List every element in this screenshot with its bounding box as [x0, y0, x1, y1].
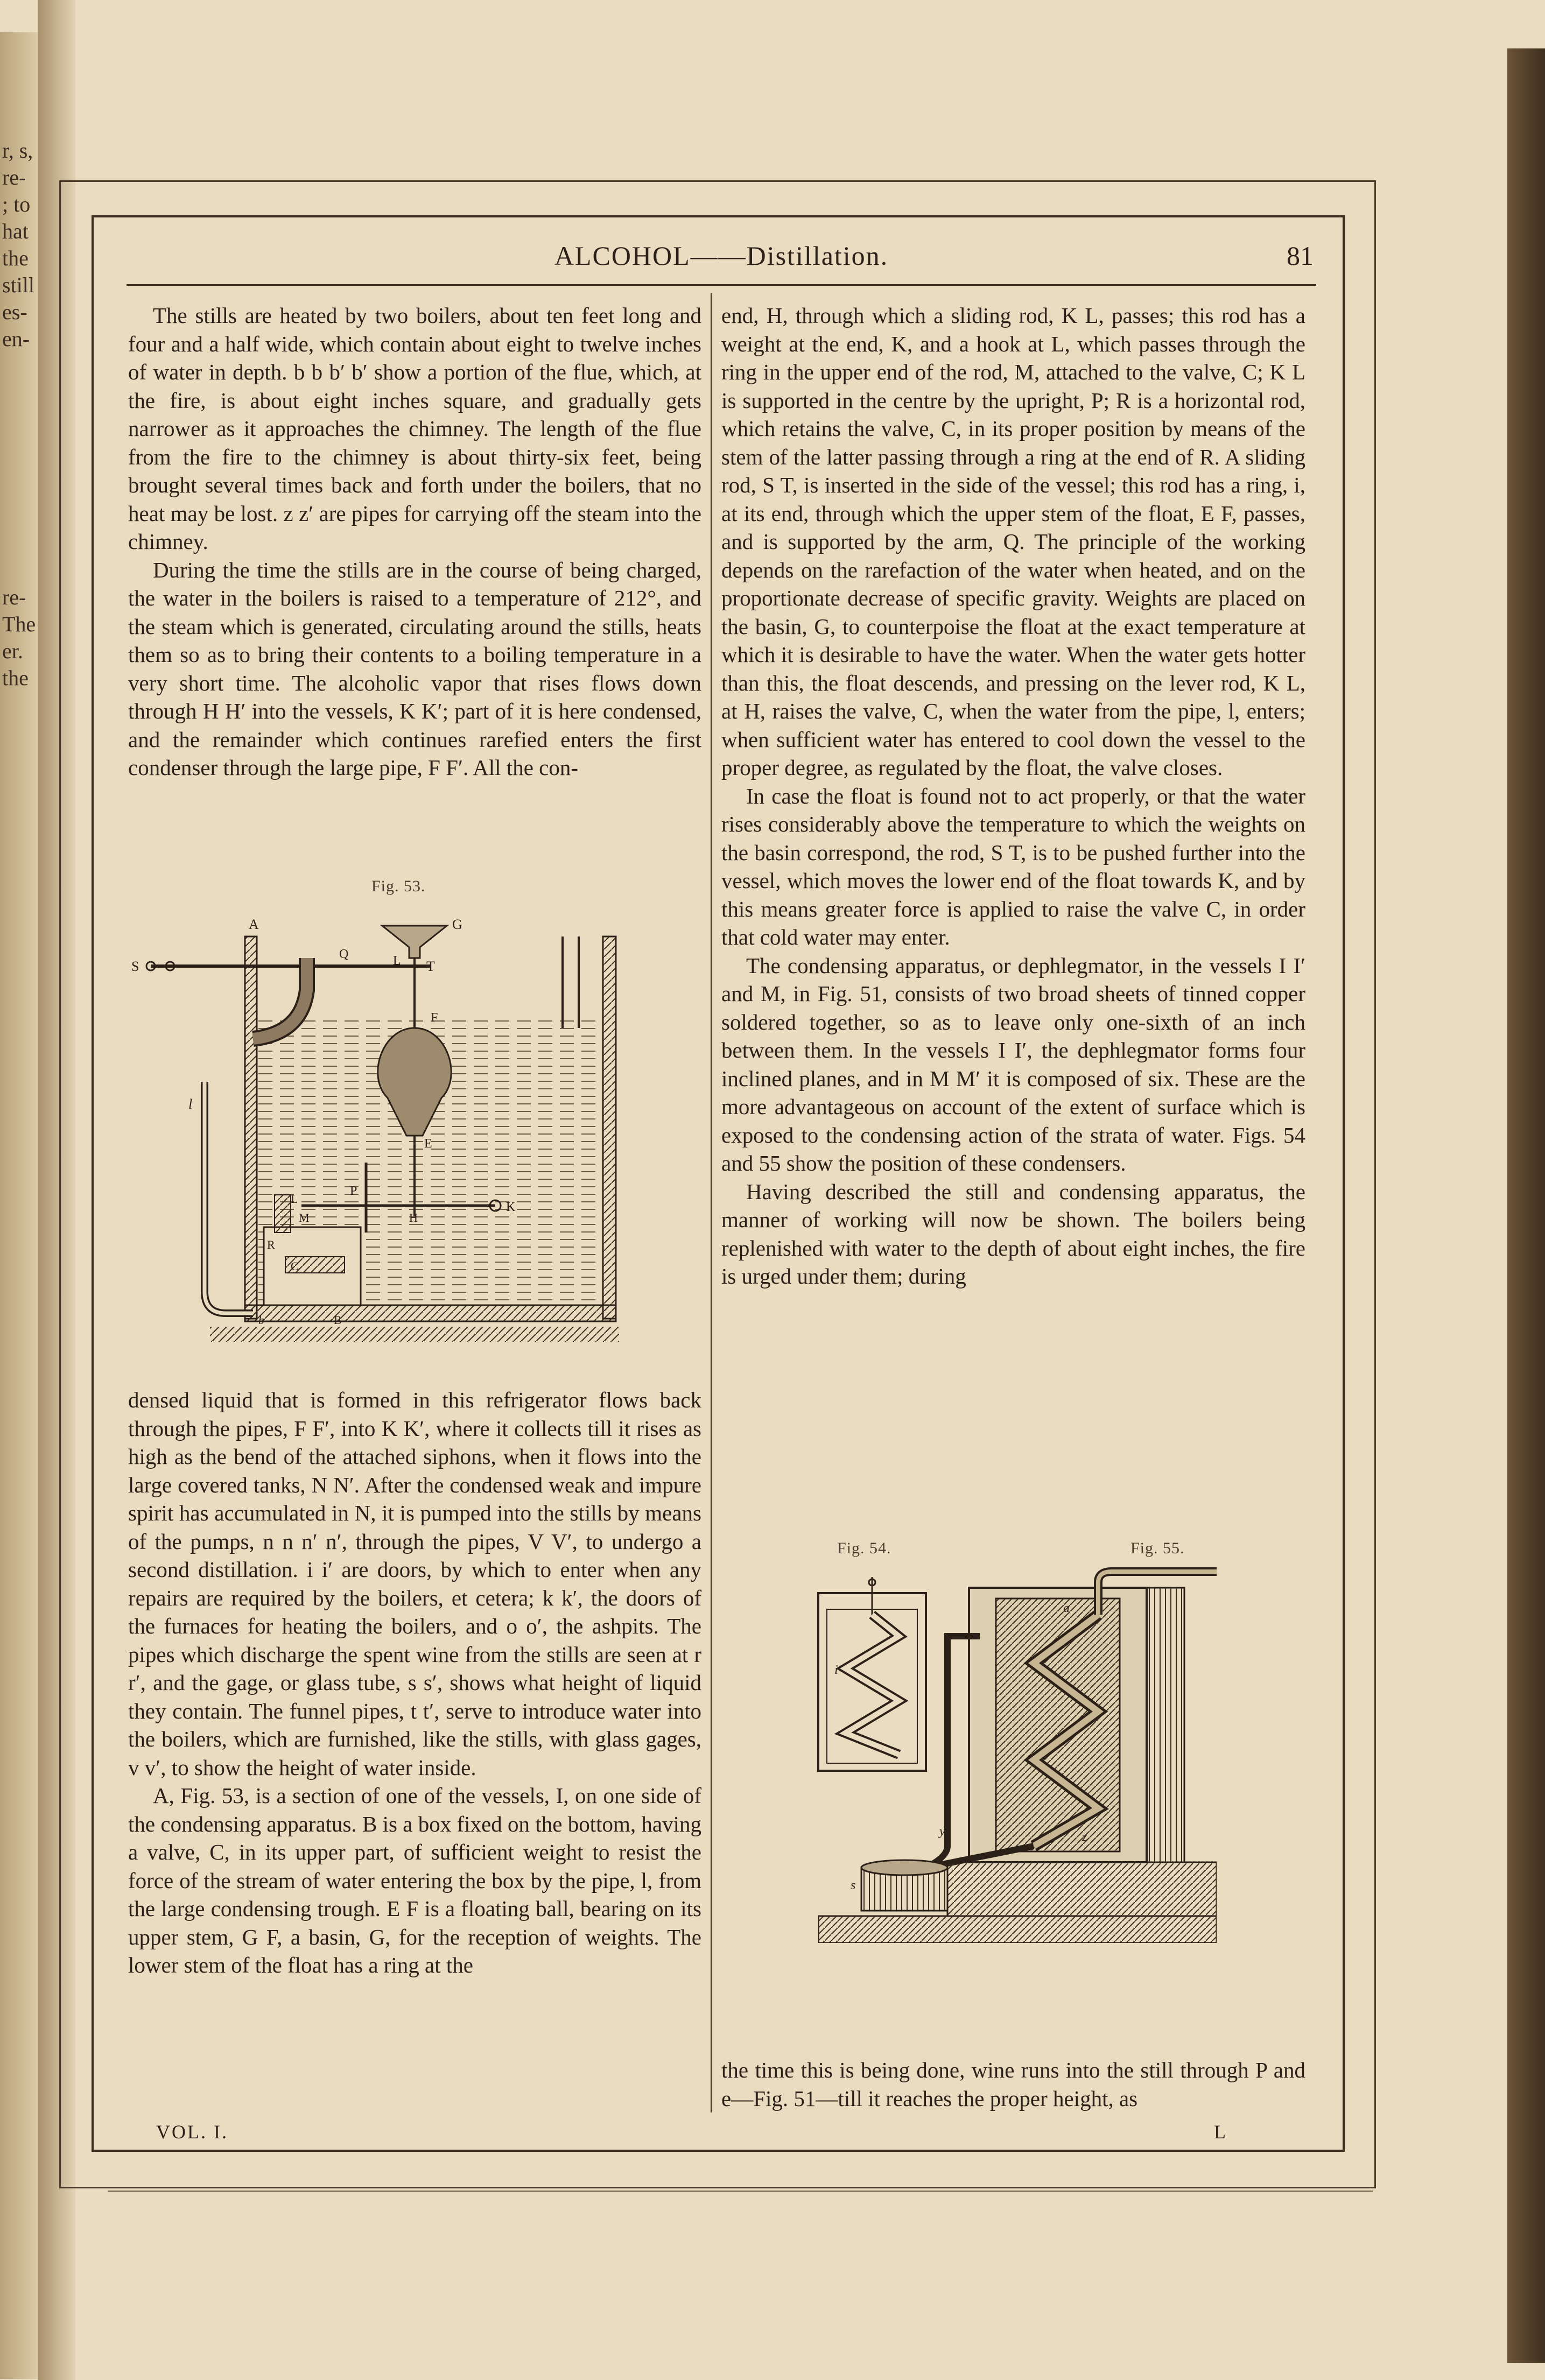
prev-page-fragment: re-	[2, 165, 26, 189]
signature-mark: L	[1214, 2121, 1227, 2143]
fig53-label: T	[426, 959, 435, 974]
prev-page-fragment: still	[2, 273, 35, 297]
fig54-label: i	[834, 1663, 838, 1677]
fig53-label: P	[350, 1184, 357, 1198]
running-head-title: ALCOHOL——Distillation.	[554, 241, 889, 271]
fig55-label: a	[1063, 1601, 1070, 1615]
fig53-label: Q	[339, 947, 349, 961]
fig53-label: K	[506, 1200, 516, 1214]
prev-page-fragment: es-	[2, 300, 27, 324]
paragraph: the time this is being done, wine runs into the still through P and e—Fig. 51—till it reaches the proper height, as	[721, 2058, 1305, 2111]
prev-page-fragment: en-	[2, 327, 30, 351]
running-head	[127, 237, 1316, 274]
fig53-label: G	[452, 917, 462, 932]
fig53-label: B	[334, 1313, 342, 1327]
fig53-caption: Fig. 53.	[371, 877, 426, 895]
fig53-label: L	[291, 1192, 298, 1206]
fig55-condenser-diagram	[818, 1566, 1217, 1943]
header-rule	[127, 284, 1316, 286]
fig55-label: s	[851, 1878, 856, 1892]
fig53-label: H	[409, 1211, 418, 1224]
page-number: 81	[1287, 241, 1314, 271]
fig55-label: z	[1082, 1830, 1087, 1844]
fig53-label: C	[291, 1259, 299, 1273]
fig53-label: R	[267, 1238, 275, 1251]
prev-page-fragment: The	[2, 612, 36, 636]
bottom-rule	[108, 2191, 1373, 2192]
fig53-label: A	[249, 917, 259, 932]
paragraph: The condensing apparatus, or dephlegmator, in the vessels I I′ and M, in Fig. 51, consists of two broad sheets of tinned copper soldered together, so as to leave only one-sixth of an inch between them. In the vessels I I′, the dephlegmator forms four inclined planes, and in M M′ it is composed of six. These are the more advantageous on account of the extent of surface which is exposed to the condensing action of the strata of water. Figs. 54 and 55 show the position of these condensers.	[721, 953, 1305, 1175]
fig53-label: b	[258, 1313, 264, 1327]
prev-page-fragment: ; to	[2, 192, 31, 216]
prev-page-fragment: re-	[2, 585, 26, 609]
prev-page-fragment: hat	[2, 219, 29, 243]
paragraph: Having described the still and condensing apparatus, the manner of working will now be shown. The boilers being replenished with water to the depth of about eight inches, the fire is urged under them; during	[721, 1179, 1305, 1288]
prev-page-fragment: the	[2, 246, 29, 270]
paragraph: In case the float is found not to act properly, or that the water rises considerably above the temperature to which the weights on the basin correspond, the rod, S T, is to be pushed further into the vessel, which moves the lower end of the float towards K, and by this means greater force is applied to raise the valve C, in order that cold water may enter.	[721, 783, 1305, 949]
fig55-label: y	[939, 1825, 945, 1839]
fig53-vessel-diagram	[129, 904, 689, 1356]
column-divider	[711, 293, 712, 2113]
paragraph: The stills are heated by two boilers, about ten feet long and four and a half wide, which contain about eight to twelve inches of water in depth. b b b′ b′ show a portion of the flue, which, at the fire, is about eight inches square, and gradually gets narrower as it approaches the chimney. The length of the flue from the fire to the chimney is about thirty-six feet, being brought several times back and forth under the boilers, that no heat may be lost. z z′ are pipes for carrying off the steam into the chimney.	[128, 303, 701, 554]
left-column-top	[128, 301, 701, 782]
paragraph: densed liquid that is formed in this refrigerator flows back through the pipes, F F′, into K K′, where it collects till it rises as high as the bend of the attached siphons, when it flows into the large covered tanks, N N′. After the condensed weak and impure spirit has accumulated in N, it is pumped into the stills by means of the pumps, n n n′ n′, through the pipes, V V′, to undergo a second distillation. i i′ are doors, by which to enter when any repairs are required by the boilers, et cetera; k k′, the doors of the furnaces for heating the boilers, and o o′, the ashpits. The pipes which discharge the spent wine from the stills are seen at r r′, and the gage, or glass tube, s s′, shows what height of liquid they contain. The funnel pipes, t t′, serve to introduce water into the boilers, which are furnished, like the stills, with glass gages, v v′, to show the height of water inside.	[128, 1388, 701, 1780]
prev-page-fragment: er.	[2, 639, 23, 663]
right-column-top	[721, 301, 1305, 1291]
fig53-label: M	[299, 1211, 310, 1224]
paragraph: end, H, through which a sliding rod, K L, passes; this rod has a weight at the end, K, and a hook at L, which passes through the ring in the upper end of the rod, M, attached to the valve, C; K L is supported in the centre by the upright, P; R is a horizontal rod, which retains the valve, C, in its proper position by means of the stem of the latter passing through a ring at the end of R. A sliding rod, S T, is inserted in the side of the vessel; this rod has a ring, i, at its end, through which the upper stem of the float, E F, passes, and is supported by the arm, Q. The principle of the working depends on the rarefaction of the water when heated, and on the proportionate decrease of specific gravity. Weights are placed on the basin, G, to counterpoise the float at the exact temperature at which it is desirable to have the water. When the water gets hotter than this, the float descends, and pressing on the lever rod, K L, at H, raises the valve, C, when the water from the pipe, l, enters; when sufficient water has entered to cool down the vessel to the proper degree, as regulated by the float, the valve closes.	[721, 303, 1305, 780]
previous-page-edge	[0, 32, 39, 2379]
paragraph: During the time the stills are in the course of being charged, the water in the boilers is raised to a temperature of 212°, and the steam which is generated, circulating around the stills, heats them so as to bring their contents to a boiling temperature in a very short time. The alcoholic vapor that rises flows down through H H′ into the vessels, K K′; part of it is here condensed, and the remainder which continues rarefied enters the first condenser through the large pipe, F F′. All the con-	[128, 557, 701, 780]
fig53-label: L	[393, 954, 401, 968]
volume-label: VOL. I.	[156, 2121, 228, 2143]
fig53-label: l	[188, 1096, 193, 1112]
fig54-caption: Fig. 54.	[837, 1539, 891, 1557]
left-column-bottom	[128, 1386, 701, 1980]
fig53-label: F	[431, 1011, 438, 1025]
fig53-label: E	[424, 1137, 432, 1151]
fig55-caption: Fig. 55.	[1130, 1539, 1185, 1557]
right-column-bottom	[721, 2056, 1305, 2113]
prev-page-fragment: r, s,	[2, 138, 33, 163]
paragraph: A, Fig. 53, is a section of one of the vessels, I, on one side of the condensing apparatus. B is a box fixed on the bottom, having a valve, C, in its upper part, of sufficient weight to resist the force of the stream of water entering the box by the pipe, l, from the large condensing trough. E F is a floating ball, bearing on its upper stem, G F, a basin, G, for the reception of weights. The lower stem of the float has a ring at the	[128, 1783, 701, 1977]
fig53-label: S	[131, 959, 139, 974]
book-edge	[1507, 48, 1545, 2363]
prev-page-fragment: the	[2, 666, 29, 690]
